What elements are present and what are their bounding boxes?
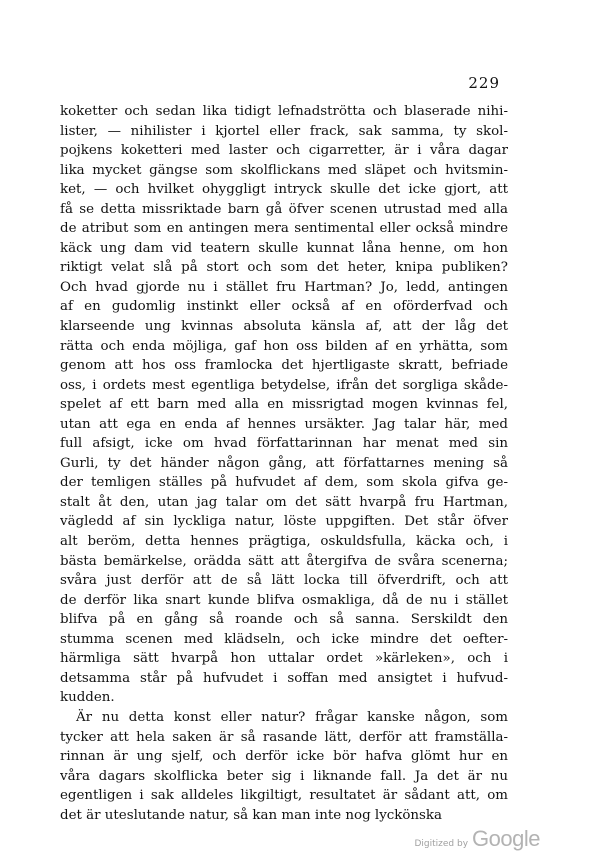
text-line: rätta och enda möjliga, gaf hon oss bilden af en yrhätta, som [60, 338, 508, 354]
text-line: tycker att hela saken är så rasande lätt, derför att framställa- [60, 729, 508, 745]
text-line: pojkens koketteri med laster och cigarretter, är i våra dagar [60, 143, 508, 159]
text-line: rinnan är ung sjelf, och derför icke bör hafva glömt hur en [60, 749, 508, 765]
text-line: detsamma står på hufvudet i soffan med ansigtet i hufvud- [60, 670, 508, 686]
text-line: oss, i ordets mest egentliga betydelse, ifrån det sorgliga skåde- [60, 377, 508, 393]
text-line: lister, — nihilister i kjortel eller frack, sak samma, ty skol- [60, 123, 508, 139]
text-line: spelet af ett barn med alla en missrigtad mogen kvinnas fel, [60, 397, 508, 413]
text-line: koketter och sedan lika tidigt lefnadströtta och blaserade nihi- [60, 104, 508, 119]
digitized-watermark [414, 826, 540, 852]
text-line: svåra just derför att de så lätt locka till öfverdrift, och att [60, 573, 508, 589]
text-line: de atribut som en antingen mera sentimental eller också mindre [60, 221, 508, 237]
text-line: ket, — och hvilket ohyggligt intryck skulle det icke gjort, att [60, 182, 508, 198]
text-line: våra dagars skolflicka beter sig i liknande fall. Ja det är nu [60, 768, 508, 784]
text-line: blifva på en gång så roande och så sanna. Serskildt den [60, 612, 508, 628]
google-logo: Google [472, 826, 540, 851]
text-line: utan att ega en enda af hennes ursäkter. Jag talar här, med [60, 416, 508, 432]
body-text [60, 102, 508, 825]
text-line: kudden. [60, 690, 115, 706]
text-line: alt beröm, detta hennes prägtiga, oskuldsfulla, käcka och, i [60, 534, 508, 550]
text-line: full afsigt, icke om hvad författarinnan har menat med sin [60, 436, 508, 452]
text-line: det är uteslutande natur, så kan man inte nog lyckönska [60, 807, 443, 823]
text-line: riktigt velat slå på stort och som det heter, knipa publiken? [60, 260, 508, 276]
text-line: klarseende ung kvinnas absoluta känsla af, att der låg det [60, 319, 508, 335]
text-line: få se detta missriktade barn gå öfver scenen utrustad med alla [60, 201, 508, 217]
text-line: stalt åt den, utan jag talar om det sätt hvarpå fru Hartman, [60, 494, 508, 510]
text-line: käck ung dam vid teatern skulle kunnat låna henne, om hon [60, 240, 508, 256]
text-line: egentligen i sak alldeles likgiltigt, resultatet är sådant att, om [60, 788, 508, 804]
watermark-prefix: Digitized by [414, 839, 469, 849]
text-line: genom att hos oss framlocka det hjertligaste skratt, befriade [60, 358, 508, 374]
text-line: bästa bemärkelse, orädda sätt att återgifva de svåra scenerna; [60, 553, 508, 569]
text-line: vägledd af sin lyckliga natur, löste uppgiften. Det står öfver [60, 514, 508, 530]
text-line: der temligen ställes på hufvudet af dem, som skola gifva ge- [60, 475, 508, 491]
page-number: 229 [468, 74, 500, 92]
text-line: härmliga sätt hvarpå hon uttalar ordet »kärleken», och i [60, 651, 508, 667]
text-line: Gurli, ty det händer någon gång, att författarnes mening så [60, 455, 508, 471]
text-line: stumma scenen med klädseln, och icke mindre det oefter- [60, 631, 508, 647]
text-line: Och hvad gjorde nu i stället fru Hartman? Jo, ledd, antingen [60, 279, 508, 295]
text-line: lika mycket gängse som skolflickans med släpet och hvitsmin- [60, 162, 508, 178]
text-line: de derför lika snart kunde blifva osmakliga, då de nu i stället [60, 592, 508, 608]
text-line: af en gudomlig instinkt eller också af en oförderfvad och [60, 299, 508, 315]
text-line: Är nu detta konst eller natur? frågar kanske någon, som [76, 709, 508, 725]
